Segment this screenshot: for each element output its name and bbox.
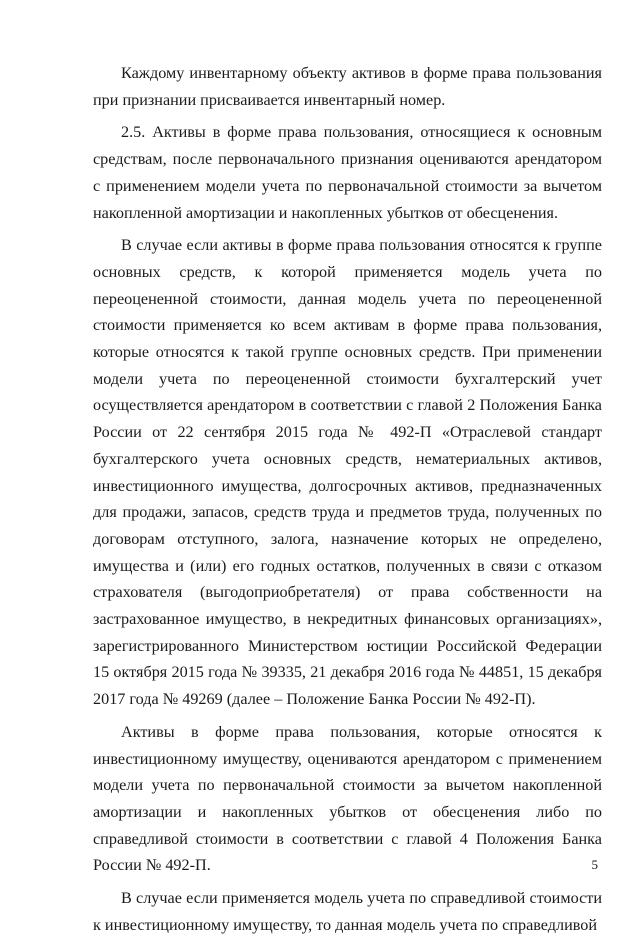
paragraph-fair-value-model: В случае если применяется модель учета по справедливой стоимости к инвестиционному имуществу, то данная модель учета по справедливой xyxy=(93,889,602,934)
paragraph-inventory-number: Каждому инвентарному объекту активов в форме права пользования при признании присваивается инвентарный номер. xyxy=(93,64,602,109)
paragraph-clause-2-5: 2.5. Активы в форме права пользования, относящиеся к основным средствам, после первоначального признания оцениваются арендатором с применением модели учета по первоначальной стоимости за вычетом накопленной амортизации и накопленных убытков от обесценения. xyxy=(93,123,602,222)
paragraph-investment-property: Активы в форме права пользования, которые относятся к инвестиционному имуществу, оцениваются арендатором с применением модели учета по первоначальной стоимости за вычетом накопленной амортизации и накопленных убытков от обесценения либо по справедливой стоимости в соответствии с главой 4 Положения Банка России № 492-П. xyxy=(93,722,602,875)
page-number: 5 xyxy=(591,857,598,872)
document-body xyxy=(93,60,602,939)
paragraph-revaluation-model: В случае если активы в форме права пользования относятся к группе основных средств, к которой применяется модель учета по переоцененной стоимости, данная модель учета по переоцененной стоимости применяется ко всем активам в форме права пользования, которые относятся к такой группе основных средств. При применении модели учета по переоцененной стоимости бухгалтерский учет осуществляется арендатором в соответствии с главой 2 Положения Банка России от 22 сентября 2015 года № 492-П «Отраслевой стандарт бухгалтерского учета основных средств, нематериальных активов, инвестиционного имущества, долгосрочных активов, предназначенных для продажи, запасов, средств труда и предметов труда, полученных по договорам отступного, залога, назначение которых не определено, имущества и (или) его годных остатков, полученных в связи с отказом страхователя (выгодоприобретателя) от права собственности на застрахованное имущество, в некредитных финансовых организациях», зарегистрированного Министерством юстиции Российской Федерации 15 октября 2015 года № 39335, 21 декабря 2016 года № 44851, 15 декабря 2017 года № 49269 (далее – Положение Банка России № 492-П). xyxy=(93,236,602,709)
